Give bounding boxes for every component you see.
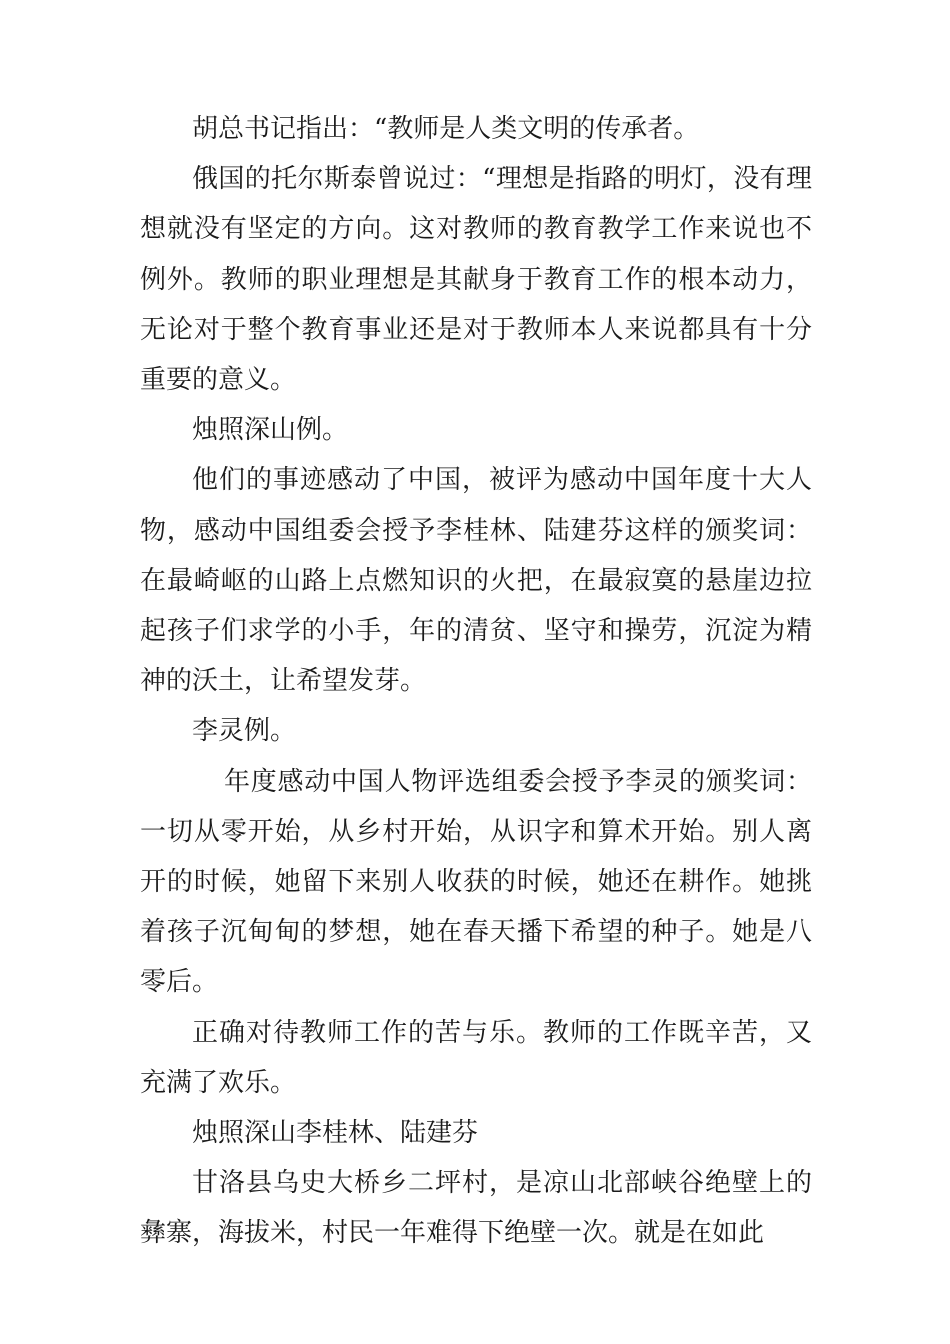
paragraph-heading-zhuzhao-li-lu: 烛照深山李桂林、陆建芬 (192, 1118, 479, 1149)
document-body (140, 104, 812, 1259)
paragraph-tolstoy-quote: 俄国的托尔斯泰曾说过：“理想是指路的明灯，没有理想就没有坚定的方向。这对教师的教育教学工作来说也不例外。教师的职业理想是其献身于教育工作的根本动力，无论对于整个教育事业还是对于教师本人来说都具有十分重要的意义。 (140, 164, 812, 396)
paragraph-hu-quote: 胡总书记指出：“教师是人类文明的传承者。 (192, 114, 700, 144)
paragraph-heading-zhuzhao-example: 烛照深山例。 (192, 415, 349, 446)
paragraph-award-speech-li-lu: 他们的事迹感动了中国，被评为感动中国年度十大人物，感动中国组委会授予李桂林、陆建芬这样的颁奖词：在最崎岖的山路上点燃知识的火把，在最寂寞的悬崖边拉起孩子们求学的小手，年的清贫、坚守和操劳，沉淀为精神的沃土，让希望发芽。 (140, 465, 812, 697)
paragraph-heading-li-ling-example: 李灵例。 (192, 716, 297, 747)
paragraph-teacher-work: 正确对待教师工作的苦与乐。教师的工作既辛苦，又充满了欢乐。 (140, 1017, 812, 1098)
paragraph-ganluo-village: 甘洛县乌史大桥乡二坪村，是凉山北部峡谷绝壁上的彝寨，海拔米，村民一年难得下绝壁一次。就是在如此 (140, 1168, 812, 1249)
paragraph-award-speech-li-ling: 年度感动中国人物评选组委会授予李灵的颁奖词：一切从零开始，从乡村开始，从识字和算术开始。别人离开的时候，她留下来别人收获的时候，她还在耕作。她挑着孩子沉甸甸的梦想，她在春天播下希望的种子。她是八零后。 (140, 766, 812, 998)
